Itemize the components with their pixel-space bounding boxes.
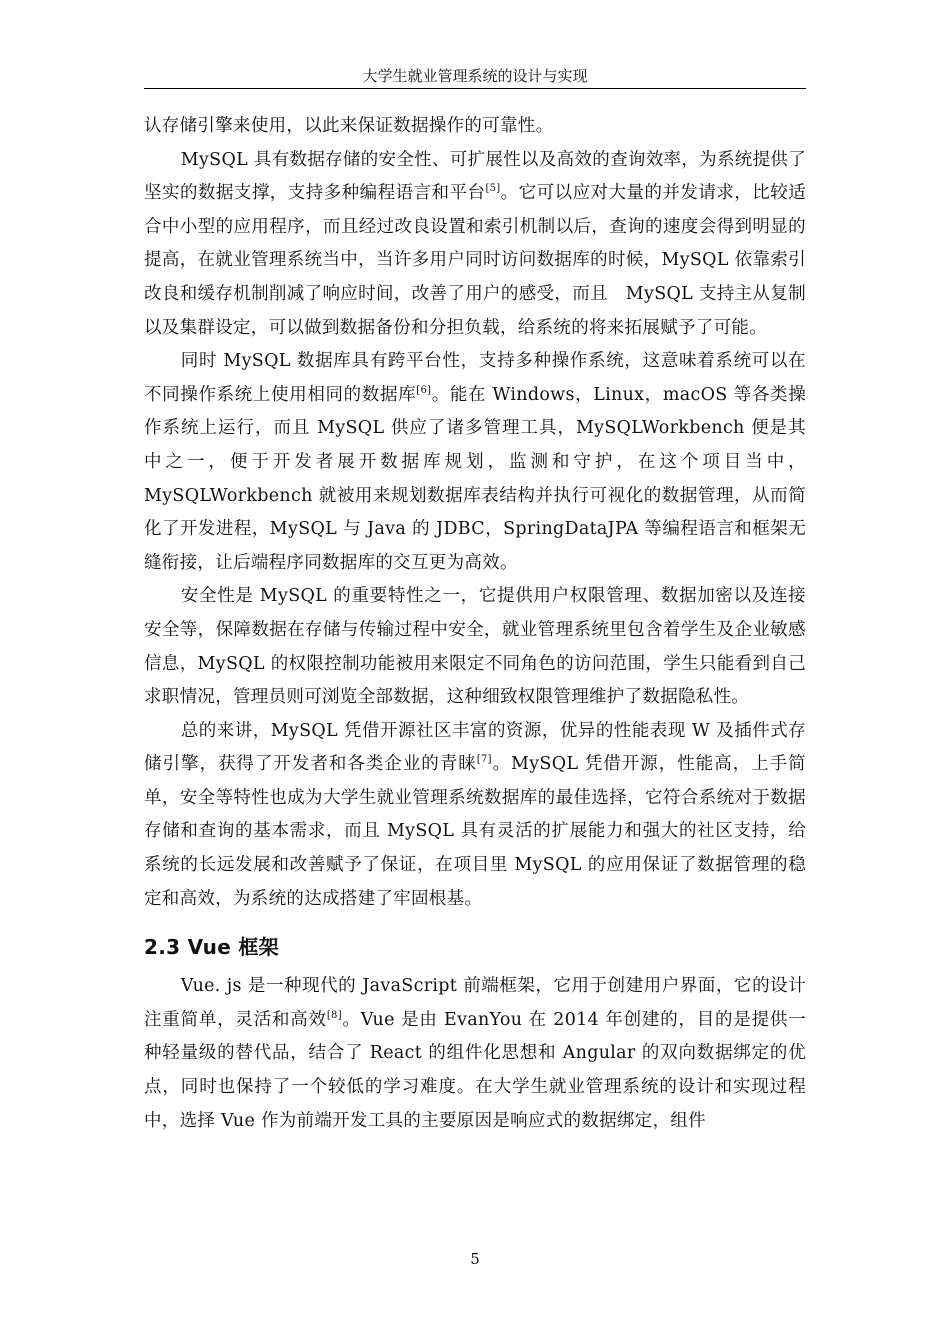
section-heading-vue: 2.3 Vue 框架 [144,935,279,960]
paragraph-text: 。它可以应对大量的并发请求，比较适合中小型的应用程序，而且经过改良设置和索引机制以后，查询的速度会得到明显的提高，在就业管理系统当中，当许多用户同时访问数据库的时候，MySQL 依靠索引改良和缓存机制削减了响应时间，改善了用户的感受，而且 MySQL 支持主从复制以及集群设定，可以做到数据备份和分担负载，给系统的将来拓展赋予了可能。 [144,183,806,338]
paragraph-mysql-summary [144,715,806,917]
paragraph-vue-intro [144,970,806,1138]
page-number: 5 [470,1250,480,1268]
paragraph-mysql-features [144,144,806,346]
citation-ref: [8] [326,1010,342,1022]
paragraph-text: 同时 MySQL 数据库具有跨平台性，支持多种操作系统，这意味着系统可以在不同操作系统上使用相同的数据库 [144,351,806,405]
paragraph-text: Vue. js 是一种现代的 JavaScript 前端框架，它用于创建用户界面，它的设计注重简单，灵活和高效 [144,976,806,1030]
paragraph-text: 。能在 Windows，Linux，macOS 等各类操作系统上运行，而且 MySQL 供应了诸多管理工具，MySQLWorkbench 便是其中之一，便于开发者展开数据库规划，监测和守护，在这个项目当中，MySQLWorkbench 就被用来规划数据库表结构并执行可视化的数据管理，从而简化了开发进程，MySQL 与 Java 的 JDBC，SpringDataJPA 等编程语言和框架无缝衔接，让后端程序同数据库的交互更为高效。 [144,384,806,573]
citation-ref: [7] [476,754,492,766]
citation-ref: [6] [416,384,432,396]
paragraph-text: MySQL 具有数据存储的安全性、可扩展性以及高效的查询效率，为系统提供了坚实的数据支撑，支持多种编程语言和平台 [144,149,806,204]
citation-ref: [5] [485,183,501,195]
paragraph-continuation: 认存储引擎来使用，以此来保证数据操作的可靠性。 [144,116,554,136]
page-body [144,110,806,1138]
running-header: 大学生就业管理系统的设计与实现 [362,67,588,85]
paragraph-mysql-security: 安全性是 MySQL 的重要特性之一，它提供用户权限管理、数据加密以及连接安全等，保障数据在存储与传输过程中安全，就业管理系统里包含着学生及企业敏感信息，MySQL 的权限控制功能被用来限定不同角色的访问范围，学生只能看到自己求职情况，管理员则可浏览全部数据，这种细致权限管理维护了数据隐私性。 [144,586,806,708]
header-rule [144,88,806,89]
paragraph-mysql-cross-platform [144,345,806,580]
paragraph-text: 。Vue 是由 EvanYou 在 2014 年创建的，目的是提供一种轻量级的替代品，结合了 React 的组件化思想和 Angular 的双向数据绑定的优点，同时也保持了一个较低的学习难度。在大学生就业管理系统的设计和实现过程中，选择 Vue 作为前端开发工具的主要原因是响应式的数据绑定，组件 [144,1009,806,1131]
paragraph-text: 总的来讲，MySQL 凭借开源社区丰富的资源，优异的性能表现 W 及插件式存储引擎，获得了开发者和各类企业的青睐 [144,720,806,775]
paragraph-text: 。MySQL 凭借开源，性能高，上手简单，安全等特性也成为大学生就业管理系统数据库的最佳选择，它符合系统对于数据存储和查询的基本需求，而且 MySQL 具有灵活的扩展能力和强大的社区支持，给系统的长远发展和改善赋予了保证，在项目里 MySQL 的应用保证了数据管理的稳定和高效，为系统的达成搭建了牢固根基。 [144,754,806,909]
